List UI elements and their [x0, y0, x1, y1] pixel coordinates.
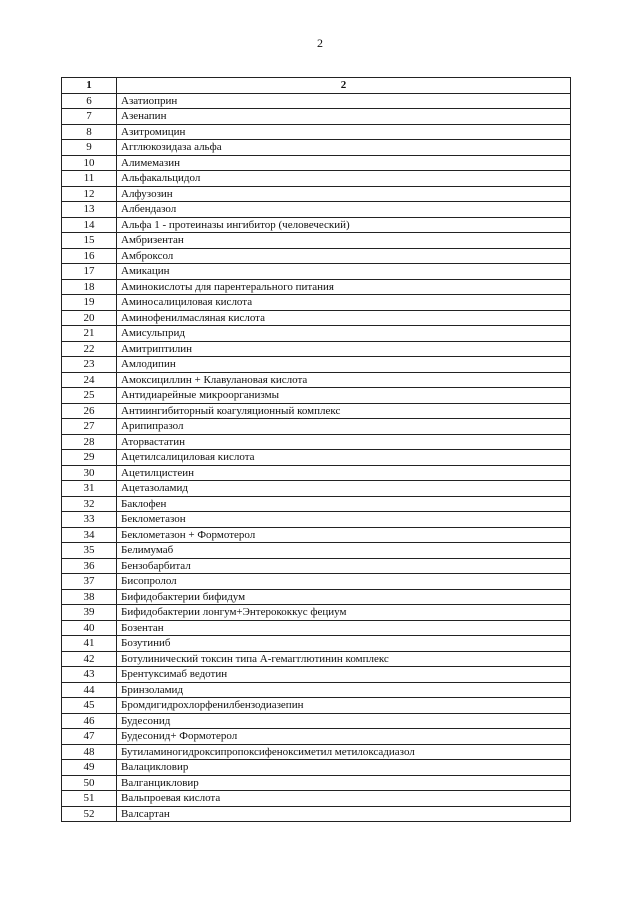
- row-number: 10: [62, 155, 117, 171]
- drug-name: Амисульприд: [117, 326, 571, 342]
- row-number: 44: [62, 682, 117, 698]
- row-number: 34: [62, 527, 117, 543]
- drug-name: Амикацин: [117, 264, 571, 280]
- header-col-1: 1: [62, 78, 117, 94]
- table-row: [62, 775, 571, 791]
- table-row: [62, 574, 571, 590]
- row-number: 13: [62, 202, 117, 218]
- drug-name: Антидиарейные микроорганизмы: [117, 388, 571, 404]
- table-row: [62, 527, 571, 543]
- row-number: 20: [62, 310, 117, 326]
- drug-name: Беклометазон + Формотерол: [117, 527, 571, 543]
- drug-name: Аминофенилмасляная кислота: [117, 310, 571, 326]
- drug-name: Алфузозин: [117, 186, 571, 202]
- drug-name: Бензобарбитал: [117, 558, 571, 574]
- table-row: [62, 760, 571, 776]
- drug-name: Белимумаб: [117, 543, 571, 559]
- row-number: 38: [62, 589, 117, 605]
- table-row: [62, 403, 571, 419]
- row-number: 50: [62, 775, 117, 791]
- table-row: [62, 326, 571, 342]
- row-number: 47: [62, 729, 117, 745]
- drug-name: Баклофен: [117, 496, 571, 512]
- table-row: [62, 295, 571, 311]
- table-row: [62, 496, 571, 512]
- row-number: 52: [62, 806, 117, 822]
- drug-name: Бозентан: [117, 620, 571, 636]
- table-row: [62, 806, 571, 822]
- drug-name: Будесонид+ Формотерол: [117, 729, 571, 745]
- table-row: [62, 372, 571, 388]
- row-number: 26: [62, 403, 117, 419]
- table-row: [62, 202, 571, 218]
- table-row: [62, 667, 571, 683]
- row-number: 32: [62, 496, 117, 512]
- table-row: [62, 744, 571, 760]
- row-number: 8: [62, 124, 117, 140]
- table-row: [62, 729, 571, 745]
- row-number: 46: [62, 713, 117, 729]
- row-number: 31: [62, 481, 117, 497]
- row-number: 16: [62, 248, 117, 264]
- drug-name: Будесонид: [117, 713, 571, 729]
- drug-name: Альфа 1 - протеиназы ингибитор (человеческий): [117, 217, 571, 233]
- table-row: [62, 217, 571, 233]
- drug-name: Бифидобактерии бифидум: [117, 589, 571, 605]
- table-row: [62, 248, 571, 264]
- table-row: [62, 543, 571, 559]
- row-number: 17: [62, 264, 117, 280]
- row-number: 24: [62, 372, 117, 388]
- drug-name: Бифидобактерии лонгум+Энтерококкус фециум: [117, 605, 571, 621]
- row-number: 30: [62, 465, 117, 481]
- table-row: [62, 713, 571, 729]
- drug-name: Валганцикловир: [117, 775, 571, 791]
- drug-name: Азатиоприн: [117, 93, 571, 109]
- drug-name: Альфакальцидол: [117, 171, 571, 187]
- header-col-2: 2: [117, 78, 571, 94]
- drug-name: Бромдигидрохлорфенилбензодиазепин: [117, 698, 571, 714]
- drug-name: Бринзоламид: [117, 682, 571, 698]
- table-row: [62, 93, 571, 109]
- row-number: 37: [62, 574, 117, 590]
- row-number: 19: [62, 295, 117, 311]
- page-number: 2: [317, 36, 323, 50]
- drug-name: Ацетилцистеин: [117, 465, 571, 481]
- row-number: 36: [62, 558, 117, 574]
- table-row: [62, 357, 571, 373]
- drug-name: Брентуксимаб ведотин: [117, 667, 571, 683]
- row-number: 49: [62, 760, 117, 776]
- table-row: [62, 450, 571, 466]
- row-number: 22: [62, 341, 117, 357]
- table-row: [62, 109, 571, 125]
- drug-name: Ацетазоламид: [117, 481, 571, 497]
- table-row: [62, 264, 571, 280]
- drug-name: Амброксол: [117, 248, 571, 264]
- table-row: [62, 140, 571, 156]
- table-row: [62, 124, 571, 140]
- drug-name: Амоксициллин + Клавулановая кислота: [117, 372, 571, 388]
- row-number: 42: [62, 651, 117, 667]
- table-row: [62, 465, 571, 481]
- table-row: [62, 636, 571, 652]
- drug-name: Антиингибиторный коагуляционный комплекс: [117, 403, 571, 419]
- table-row: [62, 791, 571, 807]
- table-row: [62, 419, 571, 435]
- drug-name: Бозутиниб: [117, 636, 571, 652]
- table-row: [62, 171, 571, 187]
- row-number: 9: [62, 140, 117, 156]
- row-number: 39: [62, 605, 117, 621]
- table-row: [62, 388, 571, 404]
- row-number: 40: [62, 620, 117, 636]
- row-number: 18: [62, 279, 117, 295]
- drug-name: Бисопролол: [117, 574, 571, 590]
- row-number: 43: [62, 667, 117, 683]
- row-number: 12: [62, 186, 117, 202]
- row-number: 35: [62, 543, 117, 559]
- drug-name: Аторвастатин: [117, 434, 571, 450]
- drug-name: Валацикловир: [117, 760, 571, 776]
- table-row: [62, 310, 571, 326]
- drug-name: Беклометазон: [117, 512, 571, 528]
- table-row: [62, 186, 571, 202]
- row-number: 51: [62, 791, 117, 807]
- drug-name: Аминосалициловая кислота: [117, 295, 571, 311]
- row-number: 29: [62, 450, 117, 466]
- table-row: [62, 155, 571, 171]
- row-number: 6: [62, 93, 117, 109]
- row-number: 48: [62, 744, 117, 760]
- row-number: 21: [62, 326, 117, 342]
- drug-name: Амбризентан: [117, 233, 571, 249]
- table-row: [62, 481, 571, 497]
- drug-name: Валсартан: [117, 806, 571, 822]
- drug-name: Бутиламиногидроксипропоксифеноксиметил метилоксадиазол: [117, 744, 571, 760]
- row-number: 33: [62, 512, 117, 528]
- drug-name: Агглюкозидаза альфа: [117, 140, 571, 156]
- row-number: 14: [62, 217, 117, 233]
- table-row: [62, 682, 571, 698]
- row-number: 45: [62, 698, 117, 714]
- table-row: [62, 558, 571, 574]
- table-row: [62, 279, 571, 295]
- table-body: [62, 93, 571, 822]
- drug-name: Азенапин: [117, 109, 571, 125]
- table-row: [62, 605, 571, 621]
- table-row: [62, 589, 571, 605]
- table-row: [62, 434, 571, 450]
- drug-name: Алимемазин: [117, 155, 571, 171]
- table-row: [62, 233, 571, 249]
- row-number: 7: [62, 109, 117, 125]
- row-number: 11: [62, 171, 117, 187]
- drug-name: Амлодипин: [117, 357, 571, 373]
- drug-name: Албендазол: [117, 202, 571, 218]
- row-number: 23: [62, 357, 117, 373]
- table-row: [62, 698, 571, 714]
- drug-name: Ботулинический токсин типа А-гемагглютинин комплекс: [117, 651, 571, 667]
- drug-name: Арипипразол: [117, 419, 571, 435]
- table-row: [62, 341, 571, 357]
- drug-name: Амитриптилин: [117, 341, 571, 357]
- row-number: 15: [62, 233, 117, 249]
- drug-name: Вальпроевая кислота: [117, 791, 571, 807]
- table-header-row: [62, 78, 571, 94]
- drug-name: Ацетилсалициловая кислота: [117, 450, 571, 466]
- table-row: [62, 620, 571, 636]
- row-number: 27: [62, 419, 117, 435]
- row-number: 28: [62, 434, 117, 450]
- drug-name: Аминокислоты для парентерального питания: [117, 279, 571, 295]
- row-number: 25: [62, 388, 117, 404]
- row-number: 41: [62, 636, 117, 652]
- table-row: [62, 651, 571, 667]
- drug-name: Азитромицин: [117, 124, 571, 140]
- drug-table: [61, 77, 571, 822]
- table-row: [62, 512, 571, 528]
